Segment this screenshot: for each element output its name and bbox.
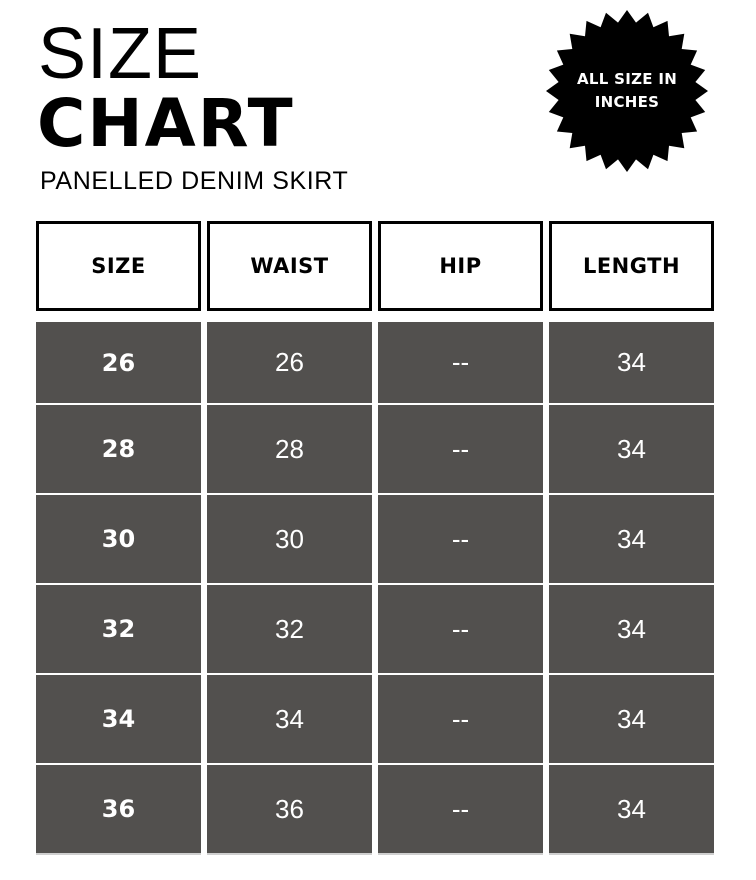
table-header-row: [36, 221, 717, 311]
cell-length: 34: [549, 322, 714, 403]
cell-hip: --: [378, 675, 543, 763]
cell-size: 34: [36, 675, 201, 763]
table-row: [36, 585, 717, 673]
cell-waist: 36: [207, 765, 372, 853]
cell-waist: 30: [207, 495, 372, 583]
column-header-length: LENGTH: [549, 221, 714, 311]
product-subtitle: PANELLED DENIM SKIRT: [40, 167, 349, 195]
cell-size: 30: [36, 495, 201, 583]
table-bottom-edge: [36, 853, 717, 855]
table-row: [36, 495, 717, 583]
cell-size: 36: [36, 765, 201, 853]
cell-length: 34: [549, 765, 714, 853]
cell-waist: 32: [207, 585, 372, 673]
column-header-waist: WAIST: [207, 221, 372, 311]
cell-hip: --: [378, 585, 543, 673]
badge-text-line1: ALL SIZE IN: [576, 70, 678, 88]
cell-hip: --: [378, 495, 543, 583]
cell-length: 34: [549, 675, 714, 763]
column-header-hip: HIP: [378, 221, 543, 311]
badge-text-line2: INCHES: [594, 93, 660, 111]
units-badge: [545, 10, 709, 172]
title-chart: CHART: [37, 85, 295, 162]
table-row: [36, 405, 717, 493]
table-body: [36, 322, 717, 853]
title-size: SIZE: [38, 14, 203, 94]
cell-length: 34: [549, 405, 714, 493]
cell-waist: 26: [207, 322, 372, 403]
cell-waist: 28: [207, 405, 372, 493]
cell-size: 32: [36, 585, 201, 673]
size-chart-table: [36, 221, 717, 855]
table-row: [36, 765, 717, 853]
cell-size: 26: [36, 322, 201, 403]
cell-length: 34: [549, 495, 714, 583]
table-row: [36, 322, 717, 403]
cell-size: 28: [36, 405, 201, 493]
cell-hip: --: [378, 405, 543, 493]
table-row: [36, 675, 717, 763]
cell-waist: 34: [207, 675, 372, 763]
cell-length: 34: [549, 585, 714, 673]
column-header-size: SIZE: [36, 221, 201, 311]
cell-hip: --: [378, 765, 543, 853]
cell-hip: --: [378, 322, 543, 403]
